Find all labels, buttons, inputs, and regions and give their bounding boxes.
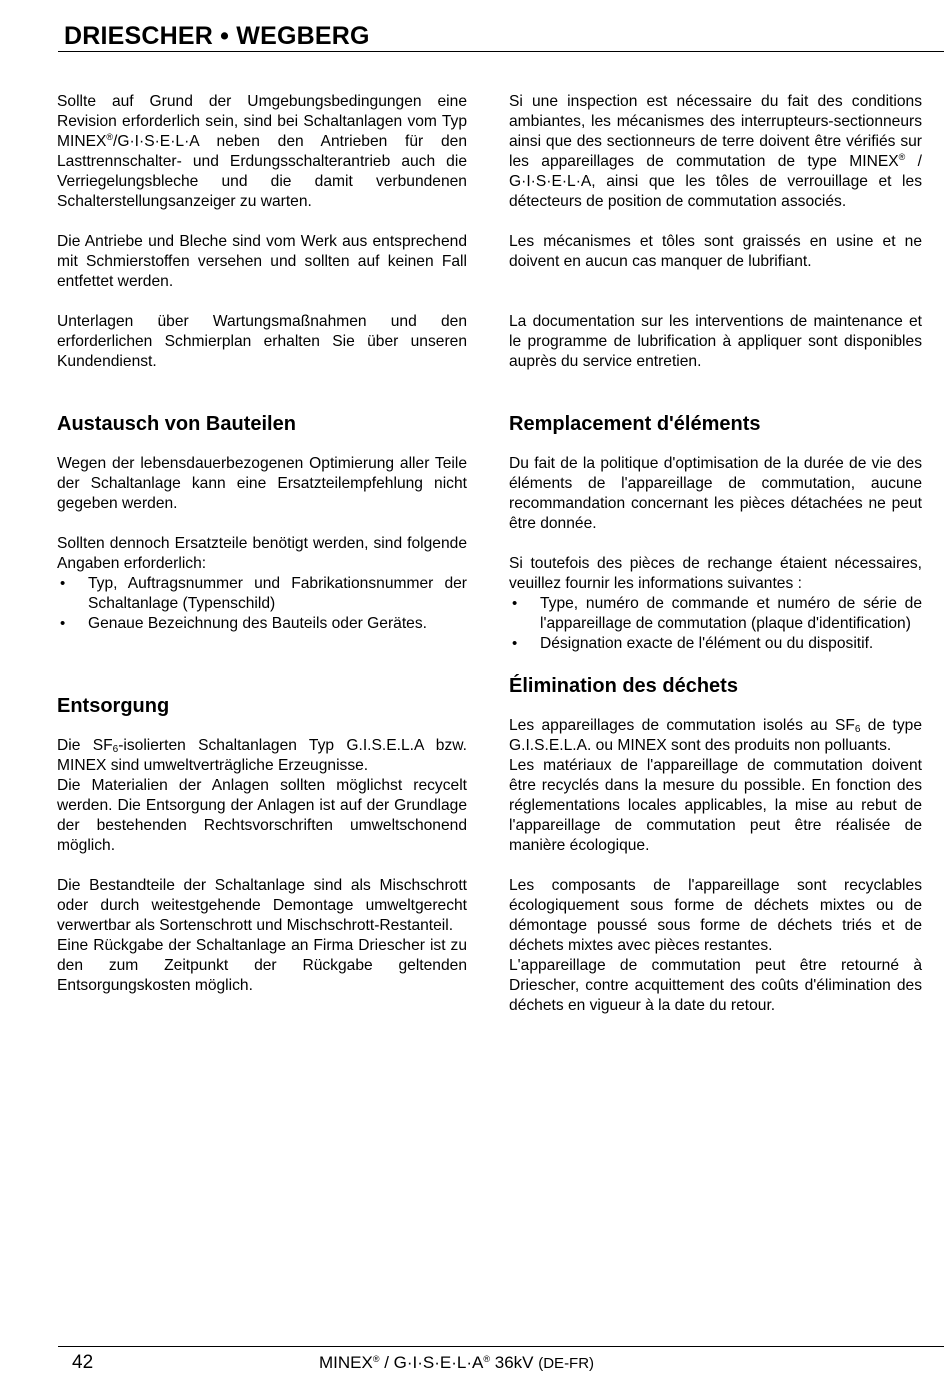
de-parts-heading: Austausch von Bauteilen: [57, 413, 296, 435]
list-item: • Désignation exacte de l'élément ou du dispositif.: [512, 635, 874, 652]
de-return-paragraph: Eine Rückgabe der Schaltanlage an Firma Driescher ist zu den zum Zeitpunkt der Rückgabe geltenden Entsorgungskosten möglich.: [57, 937, 467, 994]
de-revision-paragraph: Sollte auf Grund der Umgebungsbedingungen eine Revision erforderlich sein, sind bei Schaltanlagen vom Typ MINEX®/G·I·S·E·L·A neben den Antrieben für den Lasttrennschalter- und Erdungsschalterantrieb auch die Verriegelungsbleche und die damit verbundenen Schalterstellungsanzeiger zu warten.: [57, 93, 467, 210]
de-recycling-paragraph: Die Materialien der Anlagen sollten möglichst recycelt werden. Die Entsorgung der Anlagen ist auf der Grundlage der bestehenden Rechtsvorschriften umweltschonend möglich.: [57, 777, 467, 854]
bullet-icon: •: [512, 635, 518, 652]
fr-lubrication-paragraph: Les mécanismes et tôles sont graissés en usine et ne doivent en aucun cas manquer de lubrifiant.: [509, 233, 922, 270]
fr-components-paragraph: Les composants de l'appareillage sont recyclables écologiquement sous forme de déchets mixtes ou de démontage poussé sous forme de déchets triés et de déchets mixtes avec pièces restantes.: [509, 877, 922, 954]
page-header: [58, 20, 944, 52]
registered-mark: ®: [898, 152, 906, 162]
fr-spare-parts-paragraph: Si toutefois des pièces de rechange étaient nécessaires, veuillez fournir les informations suivantes :: [509, 555, 922, 592]
page-number: 42: [72, 1352, 94, 1373]
bullet-icon: •: [60, 615, 66, 632]
de-documentation-paragraph: Unterlagen über Wartungsmaßnahmen und den erforderlichen Schmierplan erhalten Sie über unseren Kundendienst.: [57, 313, 467, 370]
de-components-paragraph: Die Bestandteile der Schaltanlage sind als Mischschrott oder durch weitestgehende Demontage umweltgerecht verwertbar als Sortenschrott und Mischschrott-Restanteil.: [57, 877, 467, 934]
de-spare-parts-paragraph: Sollten dennoch Ersatzteile benötigt werden, sind folgende Angaben erforderlich:: [57, 535, 467, 572]
german-column: [57, 92, 467, 996]
fr-parts-paragraph: Du fait de la politique d'optimisation de la durée de vie des éléments de l'appareillage de commutation, aucune recommandation concernant les pièces détachées ne peut être donnée.: [509, 455, 922, 532]
list-item: • Type, numéro de commande et numéro de série de l'appareillage de commutation (plaque d'identification): [512, 595, 922, 632]
list-item: • Genaue Bezeichnung des Bauteils oder Gerätes.: [60, 615, 427, 632]
fr-recycling-paragraph: Les matériaux de l'appareillage de commutation doivent être recyclés dans la mesure du possible. En fonction des réglementations locales applicables, la mise au rebut de l'appareillage de commutation peut être réalisée de manière écologique.: [509, 757, 922, 854]
bullet-icon: •: [512, 595, 518, 612]
language-code: (DE-FR): [538, 1355, 595, 1372]
page-footer: [58, 1346, 944, 1377]
fr-sf6-paragraph: Les appareillages de commutation isolés au $SF_6$ de type G.I.S.E.L.A. ou MINEX sont des produits non polluants.: [509, 717, 922, 754]
bullet-icon: •: [60, 575, 66, 592]
fr-return-paragraph: L'appareillage de commutation peut être retourné à Driescher, contre acquittement des coûts d'élimination des déchets en vigueur à la date du retour.: [509, 957, 922, 1014]
fr-required-info-list: [509, 594, 922, 654]
de-disposal-heading: Entsorgung: [57, 695, 170, 717]
product-name: MINEX® / G·I·S·E·L·A® 36kV (DE-FR): [319, 1353, 595, 1372]
de-required-info-list: [57, 574, 467, 634]
de-sf6-paragraph: Die $SF_6$-isolierten Schaltanlagen Typ G.I.S.E.L.A bzw. MINEX sind umweltverträgliche Erzeugnisse.: [57, 737, 467, 774]
fr-parts-heading: Remplacement d'éléments: [509, 413, 761, 435]
de-lubrication-paragraph: Die Antriebe und Bleche sind vom Werk aus entsprechend mit Schmierstoffen versehen und sollten auf keinen Fall entfettet werden.: [57, 233, 467, 290]
fr-disposal-heading: Élimination des déchets: [509, 675, 738, 697]
registered-mark: ®: [106, 132, 114, 142]
company-title: DRIESCHER • WEGBERG: [64, 22, 370, 50]
french-column: [509, 92, 922, 1016]
fr-revision-paragraph: Si une inspection est nécessaire du fait des conditions ambiantes, les mécanismes des interrupteurs-sectionneurs ainsi que des sectionneurs de terre doivent être vérifiés sur les appareillages de commutation de type MINEX® / G·I·S·E·L·A, ainsi que les tôles de verrouillage et les détecteurs de position de commutation associés.: [509, 93, 923, 210]
fr-documentation-paragraph: La documentation sur les interventions de maintenance et le programme de lubrification à appliquer sont disponibles auprès du service entretien.: [509, 313, 922, 370]
de-parts-paragraph: Wegen der lebensdauerbezogenen Optimierung aller Teile der Schaltanlage kann eine Ersatzteilempfehlung nicht gegeben werden.: [57, 455, 467, 512]
list-item: • Typ, Auftragsnummer und Fabrikationsnummer der Schaltanlage (Typenschild): [60, 575, 467, 612]
